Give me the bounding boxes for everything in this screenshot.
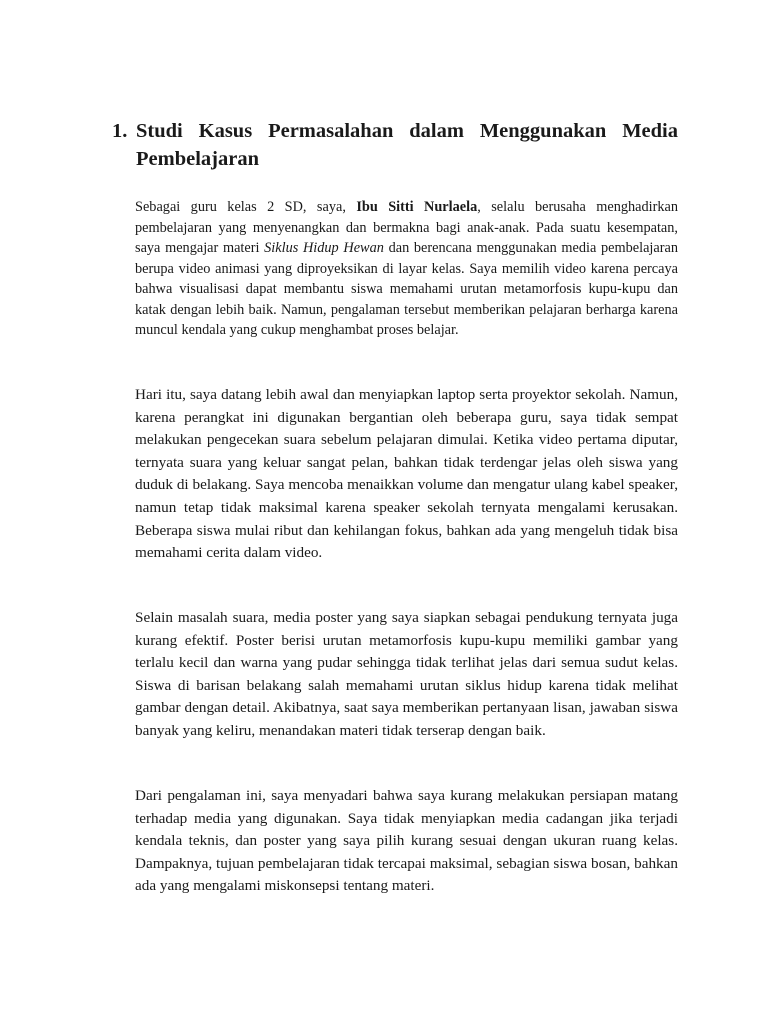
paragraph-poster-problem: Selain masalah suara, media poster yang saya siapkan sebagai pendukung ternyata juga kurang efektif. Poster berisi urutan metamorfosis kupu-kupu memiliki gambar yang terlalu kecil dan warna yang pudar sehingga tidak terlihat jelas dari semua sudut kelas. Siswa di barisan belakang salah memahami urutan siklus hidup karena tidak melihat gambar dengan detail. Akibatnya, saat saya memberikan pertanyaan lisan, jawaban siswa banyak yang keliru, menandakan materi tidak terserap dengan baik. bbox=[135, 609, 678, 739]
section-heading bbox=[112, 117, 678, 173]
intro-text-middle: , selalu berusaha menghadirkan pembelajaran yang menyenangkan dan bermakna bagi anak-anak. Pada suatu kesempatan, saya mengajar materi bbox=[135, 199, 679, 256]
intro-text-end: dan berencana menggunakan media pembelajaran berupa video animasi yang diproyeksikan di layar kelas. Saya memilih video karena percaya bahwa visualisasi dapat membantu siswa memahami urutan metamorfosis kupu-kupu dan katak dengan lebih baik. Namun, pengalaman tersebut memberikan pelajaran berharga karena muncul kendala yang cukup menghambat proses belajar. bbox=[135, 240, 678, 338]
section-number: 1. bbox=[112, 120, 128, 142]
section-title: Studi Kasus Permasalahan dalam Menggunakan Media Pembelajaran bbox=[136, 120, 678, 170]
intro-text-start: Sebagai guru kelas 2 SD, saya, bbox=[135, 199, 357, 215]
paragraph-sound-problem: Hari itu, saya datang lebih awal dan menyiapkan laptop serta proyektor sekolah. Namun, karena perangkat ini digunakan bergantian oleh beberapa guru, saya tidak sempat melakukan pengecekan suara sebelum pelajaran dimulai. Ketika video pertama diputar, ternyata suara yang keluar sangat pelan, bahkan tidak terdengar jelas oleh siswa yang duduk di belakang. Saya mencoba menaikkan volume dan mengatur ulang kabel speaker, namun tetap tidak maksimal karena speaker sekolah ternyata mengalami kerusakan. Beberapa siswa mulai ribut dan kehilangan fokus, bahkan ada yang mengeluh tidak bisa memahami cerita dalam video. bbox=[135, 386, 678, 562]
paragraph-intro bbox=[135, 197, 678, 341]
lesson-topic: Siklus Hidup Hewan bbox=[264, 240, 384, 256]
teacher-name: Ibu Sitti Nurlaela bbox=[356, 199, 478, 215]
paragraph-reflection: Dari pengalaman ini, saya menyadari bahwa saya kurang melakukan persiapan matang terhadap media yang digunakan. Saya tidak menyiapkan media cadangan jika terjadi kendala teknis, dan poster yang saya pilih kurang sesuai dengan ukuran ruang kelas. Dampaknya, tujuan pembelajaran tidak tercapai maksimal, sebagian siswa bosan, bahkan ada yang mengalami miskonsepsi tentang materi. bbox=[135, 787, 678, 895]
